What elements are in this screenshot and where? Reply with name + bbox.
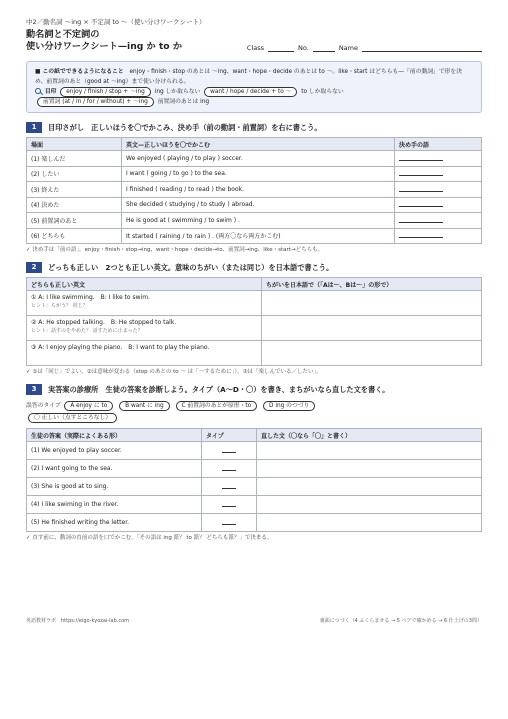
col-header-sentences: どちらも正しい英文 (27, 278, 262, 291)
pair-sentence: ③ A: I enjoy playing the piano. B: I want to play the piano. (31, 344, 210, 351)
type-cell[interactable] (202, 442, 257, 460)
footer-source[interactable]: 英語教材ラボ https://eigo-kyozai-lab.com (26, 618, 130, 624)
section2-number: 2 (26, 262, 42, 273)
class-field[interactable] (268, 43, 294, 52)
section1-number: 1 (26, 122, 42, 133)
type-cell[interactable] (202, 460, 257, 478)
col-header-difference: ちがいを日本語で（「Aは～、Bは～」の形で） (262, 278, 482, 291)
table-header-row (27, 278, 482, 291)
title-line2: 使い分けワークシート—ing か to か (26, 41, 183, 52)
type-blank[interactable] (222, 518, 236, 525)
section3-table (26, 428, 482, 532)
table-row (27, 197, 482, 213)
sentence-cell[interactable]: We enjoyed ( playing / to play ) soccer. (122, 151, 395, 167)
col-header-type: タイプ (202, 429, 257, 442)
intro-body: enjoy・finish・stop のあとは ～ing、want・hope・decide のあとは to ～。like・start はどちらも—「前の動詞」で形を決め、前置詞のあと（good at ～ing）まで使い分けられる。 (35, 69, 463, 85)
answer-blank[interactable] (399, 154, 443, 161)
pair-hint: ヒント：ちがう？ 同じ？ (31, 303, 88, 309)
pair-cell (27, 341, 262, 366)
intro-goals (35, 87, 473, 97)
answer-blank[interactable] (399, 231, 443, 238)
corrected-cell[interactable] (257, 478, 482, 496)
section1-note: ✓ 決め手は「前の語」。enjoy・finish・stop→ing、want・hope・decide→to、前置詞→ing、like・start→どちらも。 (26, 247, 324, 253)
error-types (26, 400, 482, 424)
section1-table (26, 137, 482, 244)
answer-blank[interactable] (399, 185, 443, 192)
table-row (27, 460, 482, 478)
type-pill-b: B want に ing (119, 401, 170, 411)
section2-note: ✓ ①は「同じ」でよい。②は意味が変わる（stop のあとの to ～ は「～するために」）。③は「楽しんでいる／したい」。 (26, 369, 322, 375)
answer-blank[interactable] (399, 169, 443, 176)
rule-pill-preposition-note: 前置詞のあとは ing (157, 99, 210, 105)
keyword-cell[interactable] (395, 182, 482, 198)
scene-cell: (5) 前置詞のあと (27, 213, 122, 229)
pair-sentence: ① A: I like swimming. B: I like to swim. (31, 294, 150, 301)
answer-cell[interactable] (262, 316, 482, 341)
magnifier-icon (35, 88, 41, 94)
footer (26, 617, 482, 624)
section1-header (26, 122, 482, 133)
keyword-cell[interactable] (395, 228, 482, 244)
goal-label: 目印 (44, 89, 57, 95)
table-row (27, 291, 482, 316)
sentence-cell[interactable]: I finished ( reading / to read ) the book. (122, 182, 395, 198)
table-row (27, 478, 482, 496)
no-label: No. (298, 44, 309, 52)
keyword-cell[interactable] (395, 197, 482, 213)
student-answer-cell: (3) She is good at to sing. (27, 478, 202, 496)
scene-cell: (4) 決めた (27, 197, 122, 213)
table-row (27, 316, 482, 341)
type-pill-correct: 〇 正しい（点すところなし） (28, 413, 117, 423)
col-header-sentence: 英文—正しいほうを〇でかこむ (122, 138, 395, 151)
error-types-label: 誤答のタイプ (26, 403, 61, 409)
type-cell[interactable] (202, 478, 257, 496)
name-field[interactable] (362, 43, 482, 52)
answer-blank[interactable] (399, 216, 443, 223)
student-answer-cell: (2) I want going to the sea. (27, 460, 202, 478)
type-pill-c: C 前置詞のあとが原形・to (176, 401, 258, 411)
type-blank[interactable] (222, 482, 236, 489)
table-row (27, 228, 482, 244)
corrected-cell[interactable] (257, 442, 482, 460)
intro-box (26, 61, 482, 113)
intro-heading: ■ この紙でできるようになること (35, 69, 124, 75)
answer-cell[interactable] (262, 341, 482, 366)
keyword-cell[interactable] (395, 151, 482, 167)
section1-title: 目印さがし 正しいほうを〇でかこみ、決め手（前の動詞・前置詞）を右に書こう。 (48, 122, 322, 132)
corrected-cell[interactable] (257, 460, 482, 478)
type-cell[interactable] (202, 514, 257, 532)
type-pill-d: D ing のつづり (263, 401, 315, 411)
table-row (27, 151, 482, 167)
title-row (26, 29, 482, 53)
section3-note: ✓ 直す前に、動詞の直前の語を口でかこむ。「その語は ing 派？ to 派？ どちらも派？」で決まる。 (26, 535, 273, 541)
answer-cell[interactable] (262, 291, 482, 316)
sentence-cell[interactable]: She decided ( studying / to study ) abroad. (122, 197, 395, 213)
intro-goals-2 (35, 97, 473, 107)
class-label: Class (246, 44, 265, 52)
student-answer-cell: (1) We enjoyed to play soccer. (27, 442, 202, 460)
rule-pill-ing: enjoy / finish / stop + ～ing (60, 87, 151, 97)
table-row (27, 496, 482, 514)
scene-cell: (6) どちらも (27, 228, 122, 244)
keyword-cell[interactable] (395, 213, 482, 229)
footer-continue: 裏面につづく（4 ふくらませる → 5 ペアで確かめる → 6 仕上げの3問） (319, 618, 482, 624)
section3-number: 3 (26, 384, 42, 395)
table-row (27, 166, 482, 182)
table-row (27, 213, 482, 229)
pair-hint: ヒント：話すのをやめた？ 話すために止まった？ (31, 328, 143, 334)
rule-pill-preposition: 前置詞 (at / in / for / without) + ～ing (37, 97, 154, 107)
pair-cell (27, 291, 262, 316)
scene-cell: (3) 終えた (27, 182, 122, 198)
sentence-cell[interactable]: I want ( going / to go ) to the sea. (122, 166, 395, 182)
corrected-cell[interactable] (257, 514, 482, 532)
answer-blank[interactable] (399, 200, 443, 207)
col-header-scene: 場面 (27, 138, 122, 151)
rule-pill-to: want / hope / decide + to ～ (204, 87, 297, 97)
worksheet-title (26, 29, 182, 53)
keyword-cell[interactable] (395, 166, 482, 182)
corrected-cell[interactable] (257, 496, 482, 514)
section2-title: どっちも正しい 2つとも正しい英文。意味のちがい（または同じ）を日本語で書こう。 (48, 262, 334, 272)
rule-pill-ing-note: ing しか取らない (154, 89, 201, 95)
sentence-cell[interactable]: It started ( raining / to rain ) . (両方〇なら両方かこむ) (122, 228, 395, 244)
student-meta (247, 43, 482, 53)
col-header-corrected: 直した文（〇なら「〇」と書く） (257, 429, 482, 442)
student-answer-cell: (5) He finished writing the letter. (27, 514, 202, 532)
col-header-student-answer: 生徒の答案（実際によくある形） (27, 429, 202, 442)
type-cell[interactable] (202, 496, 257, 514)
header-note: 中2／動名詞 ～ing × 不定詞 to ～（使い分けワークシート） (26, 18, 206, 26)
table-row (27, 442, 482, 460)
section3-header (26, 384, 482, 395)
section2-table (26, 277, 482, 366)
type-pill-a: A enjoy に to (64, 401, 113, 411)
rule-pill-to-note: to しか取らない (301, 89, 344, 95)
no-field[interactable] (313, 43, 335, 52)
name-label: Name (338, 44, 358, 52)
scene-cell: (1) 楽しんだ (27, 151, 122, 167)
section3-title: 実答案の診療所 生徒の答案を診断しよう。タイプ（A～D・〇）を書き、まちがいなら直した文を書く。 (48, 384, 390, 394)
type-blank[interactable] (222, 500, 236, 507)
table-header-row (27, 138, 482, 151)
pair-sentence: ② A: He stopped talking. B: He stopped to talk. (31, 319, 177, 326)
intro-text (35, 67, 473, 87)
table-row (27, 182, 482, 198)
table-row (27, 341, 482, 366)
student-answer-cell: (4) I like swiming in the river. (27, 496, 202, 514)
scene-cell: (2) したい (27, 166, 122, 182)
type-blank[interactable] (222, 464, 236, 471)
type-blank[interactable] (222, 446, 236, 453)
col-header-keyword: 決め手の語 (395, 138, 482, 151)
pair-cell (27, 316, 262, 341)
sentence-cell[interactable]: He is good at ( swimming / to swim ) . (122, 213, 395, 229)
section2-header (26, 262, 482, 273)
table-header-row (27, 429, 482, 442)
title-line1: 動名詞と不定詞の (26, 29, 100, 40)
table-row (27, 514, 482, 532)
